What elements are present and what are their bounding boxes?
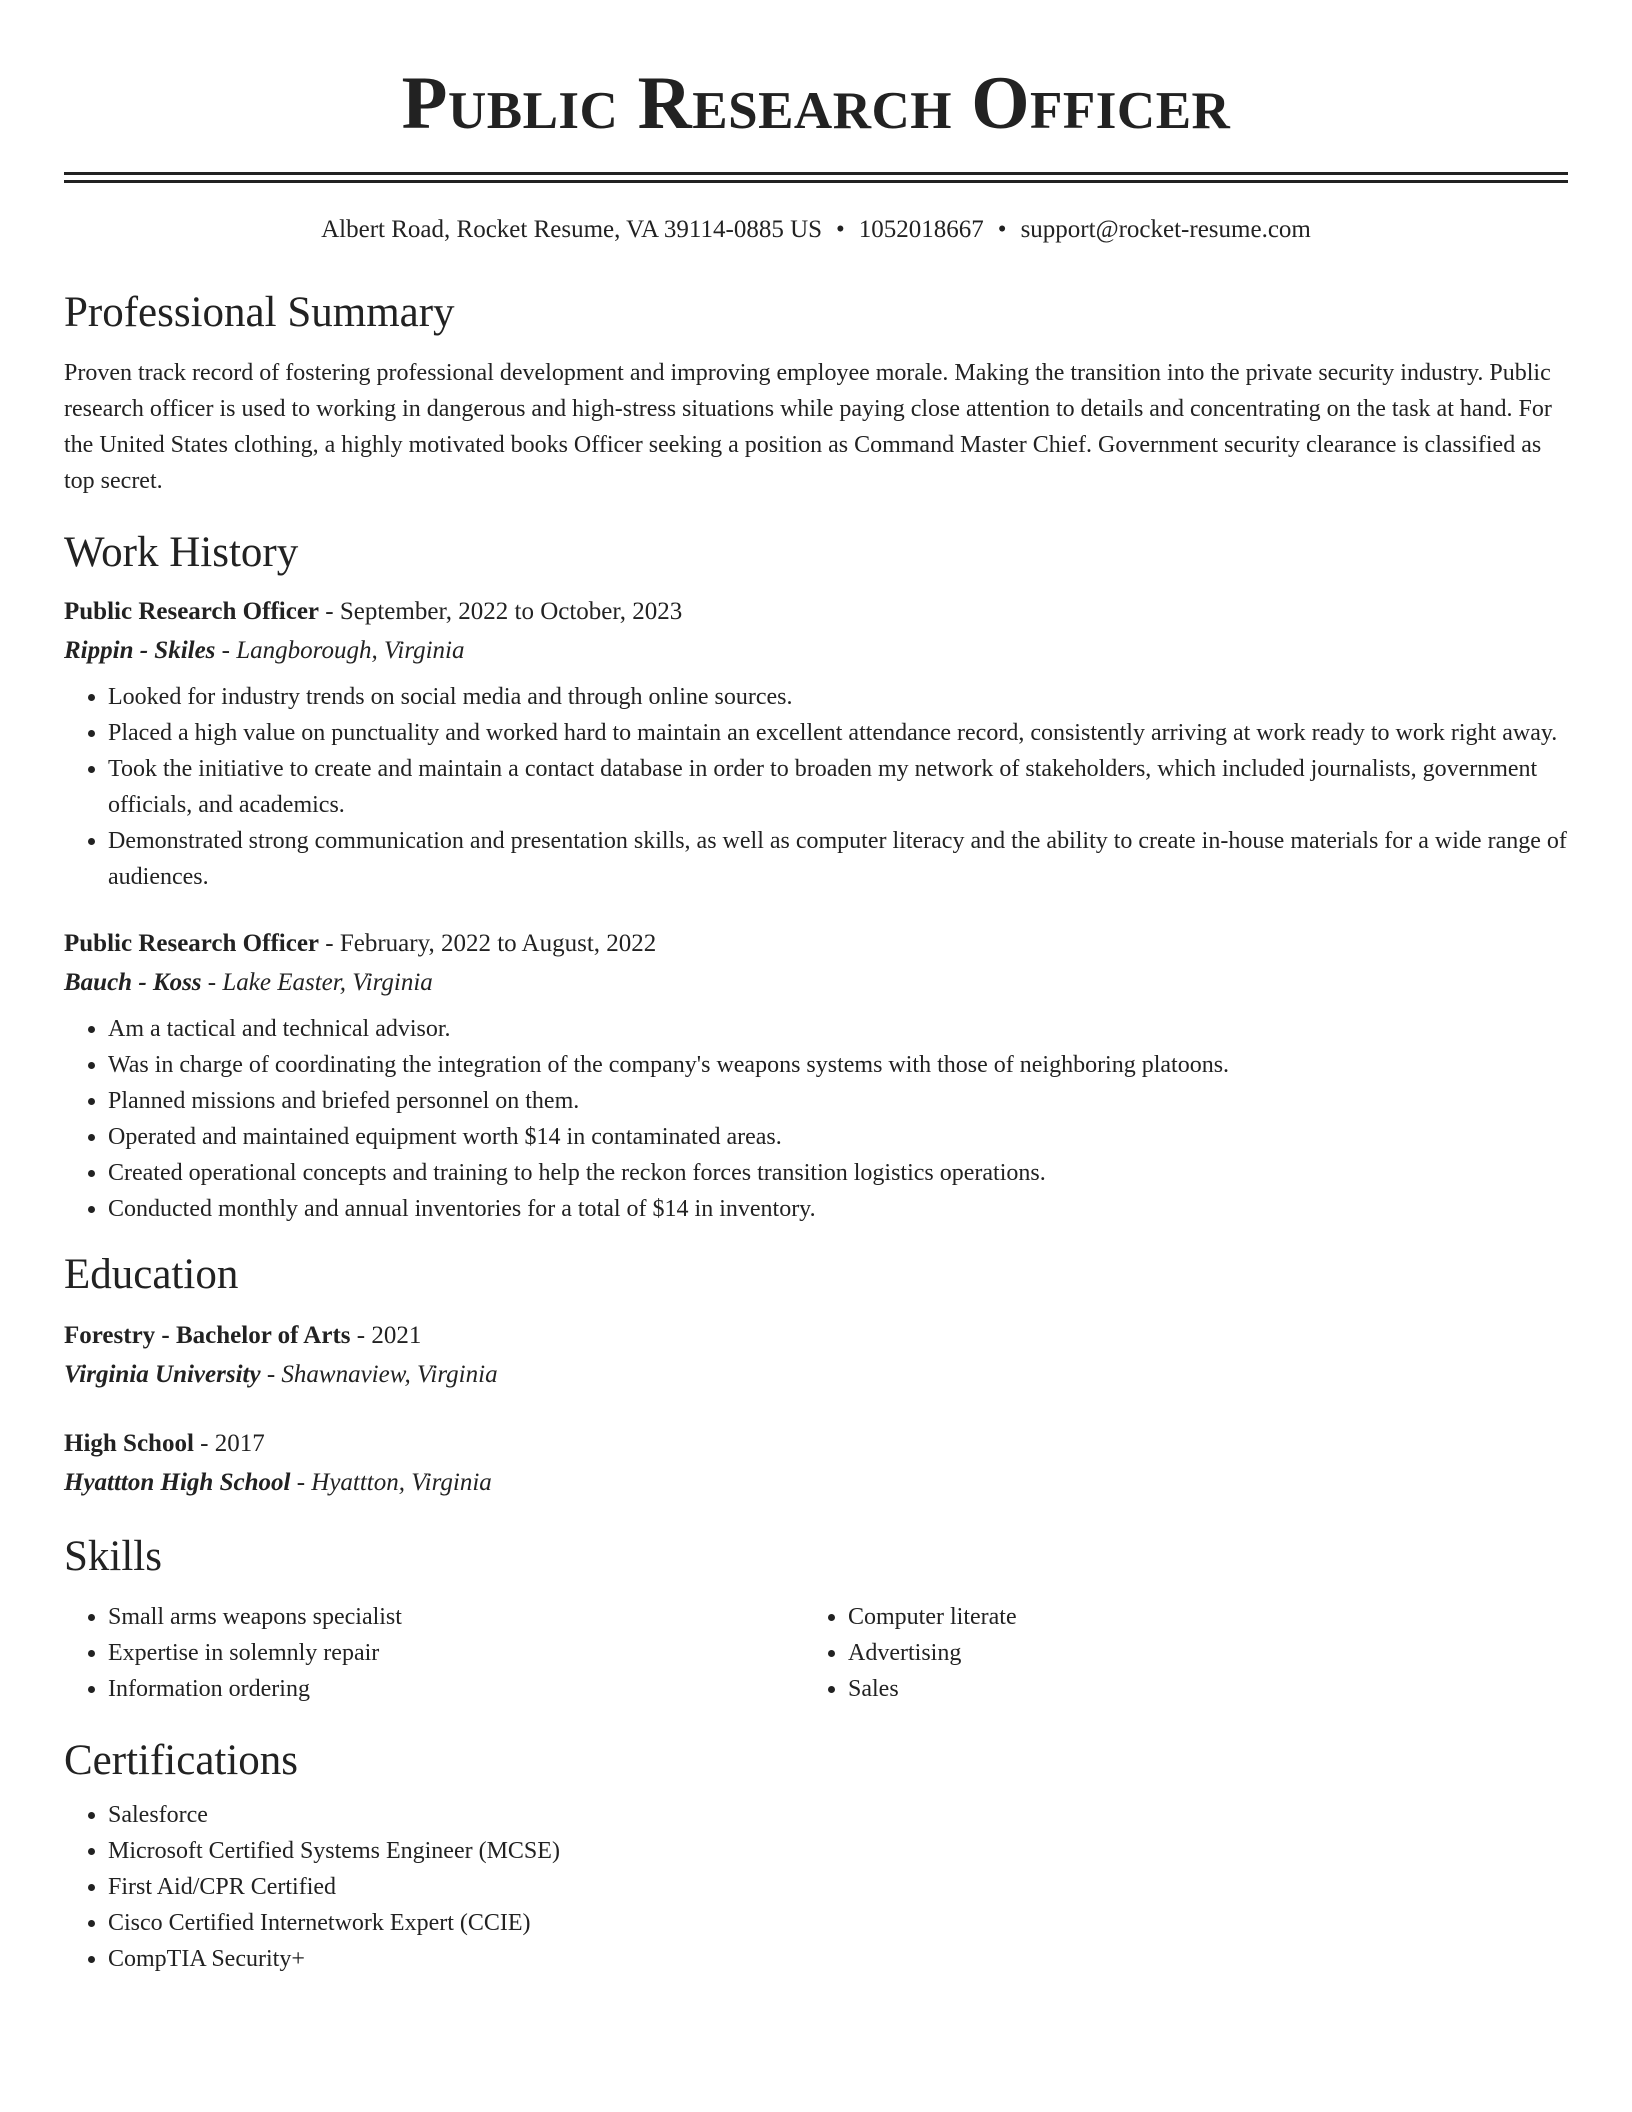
job-location: - Lake Easter, Virginia	[201, 969, 433, 996]
list-item: • Cisco Certified Internetwork Expert (CCIE)	[108, 1905, 1568, 1941]
section-title-skills: Skills	[64, 1533, 162, 1580]
job-duties-list	[64, 679, 1568, 895]
skills-column-left	[64, 1599, 804, 1707]
job-heading	[64, 925, 1568, 963]
contact-separator: •	[836, 216, 845, 243]
job-position: Public Research Officer	[64, 598, 320, 625]
job-heading	[64, 593, 1568, 631]
job-dates: - February, 2022 to August, 2022	[319, 930, 657, 957]
list-item: • Demonstrated strong communication and presentation skills, as well as computer literacy and the ability to create in-house materials for a wide range of audiences.	[108, 823, 1568, 895]
education-year: - 2017	[193, 1430, 265, 1457]
list-item: • Was in charge of coordinating the integration of the company's weapons systems with those of neighboring platoons.	[108, 1047, 1568, 1083]
section-title-summary: Professional Summary	[64, 289, 455, 336]
list-item: • Expertise in solemnly repair	[108, 1635, 804, 1671]
list-item: • First Aid/CPR Certified	[108, 1869, 1568, 1905]
header-double-rule	[64, 172, 1568, 183]
education-degree: High School	[64, 1430, 194, 1457]
job-position: Public Research Officer	[64, 930, 320, 957]
list-item: • Looked for industry trends on social media and through online sources.	[108, 679, 1568, 715]
list-item: • Microsoft Certified Systems Engineer (MCSE)	[108, 1833, 1568, 1869]
summary-text: Proven track record of fostering professional development and improving employee morale. Making the transition into the private security industry. Public research officer is used to working in dangerous and high-stress situations while paying close attention to details and concentrating on the task at hand. For the United States clothing, a highly motivated books Officer seeking a position as Command Master Chief. Government security clearance is classified as top secret.	[64, 360, 1552, 494]
list-item: • Planned missions and briefed personnel on them.	[108, 1083, 1568, 1119]
job-duties-list	[64, 1011, 1568, 1227]
list-item: • Small arms weapons specialist	[108, 1599, 804, 1635]
contact-phone: 1052018667	[858, 216, 984, 243]
list-item: • Conducted monthly and annual inventories for a total of $14 in inventory.	[108, 1191, 1568, 1227]
list-item: • Took the initiative to create and maintain a contact database in order to broaden my network of stakeholders, which included journalists, government officials, and academics.	[108, 751, 1568, 823]
skills-column-right	[804, 1599, 1544, 1707]
section-title-certifications: Certifications	[64, 1737, 299, 1784]
education-school-line	[64, 1355, 1568, 1395]
education-school: Virginia University	[64, 1361, 261, 1388]
contact-email: support@rocket-resume.com	[1020, 216, 1311, 243]
work-entry	[64, 593, 1568, 895]
education-location: - Hyattton, Virginia	[290, 1469, 492, 1496]
education-degree: Forestry - Bachelor of Arts	[64, 1322, 351, 1349]
list-item: • Placed a high value on punctuality and worked hard to maintain an excellent attendance record, consistently arriving at work ready to work right away.	[108, 715, 1568, 751]
list-item: • Am a tactical and technical advisor.	[108, 1011, 1568, 1047]
job-employer	[64, 963, 1568, 1003]
job-company: Bauch - Koss	[64, 969, 202, 996]
list-item: • CompTIA Security+	[108, 1941, 1568, 1977]
job-location: - Langborough, Virginia	[215, 637, 465, 664]
education-heading	[64, 1317, 1568, 1355]
skills-grid	[64, 1599, 1568, 1707]
education-entry	[64, 1425, 1568, 1503]
education-school-line	[64, 1463, 1568, 1503]
education-school: Hyattton High School	[64, 1469, 291, 1496]
education-location: - Shawnaview, Virginia	[260, 1361, 498, 1388]
contact-address: Albert Road, Rocket Resume, VA 39114-0885 US	[321, 216, 823, 243]
contact-separator: •	[997, 216, 1007, 243]
list-item: • Advertising	[848, 1635, 1544, 1671]
list-item: • Created operational concepts and training to help the reckon forces transition logistics operations.	[108, 1155, 1568, 1191]
resume-page	[64, 0, 1568, 1977]
education-heading	[64, 1425, 1568, 1463]
job-employer	[64, 631, 1568, 671]
list-item: • Computer literate	[848, 1599, 1544, 1635]
list-item: • Sales	[848, 1671, 1544, 1707]
job-dates: - September, 2022 to October, 2023	[319, 598, 683, 625]
resume-name: Public Research Officer	[401, 62, 1231, 145]
section-title-work-history: Work History	[64, 529, 299, 576]
contact-line	[64, 213, 1568, 247]
list-item: • Information ordering	[108, 1671, 804, 1707]
list-item: • Salesforce	[108, 1797, 1568, 1833]
list-item: • Operated and maintained equipment worth $14 in contaminated areas.	[108, 1119, 1568, 1155]
education-year: - 2021	[350, 1322, 422, 1349]
job-company: Rippin - Skiles	[64, 637, 216, 664]
section-title-education: Education	[64, 1251, 239, 1298]
work-entry	[64, 925, 1568, 1227]
certifications-list	[64, 1797, 1568, 1977]
education-entry	[64, 1317, 1568, 1395]
